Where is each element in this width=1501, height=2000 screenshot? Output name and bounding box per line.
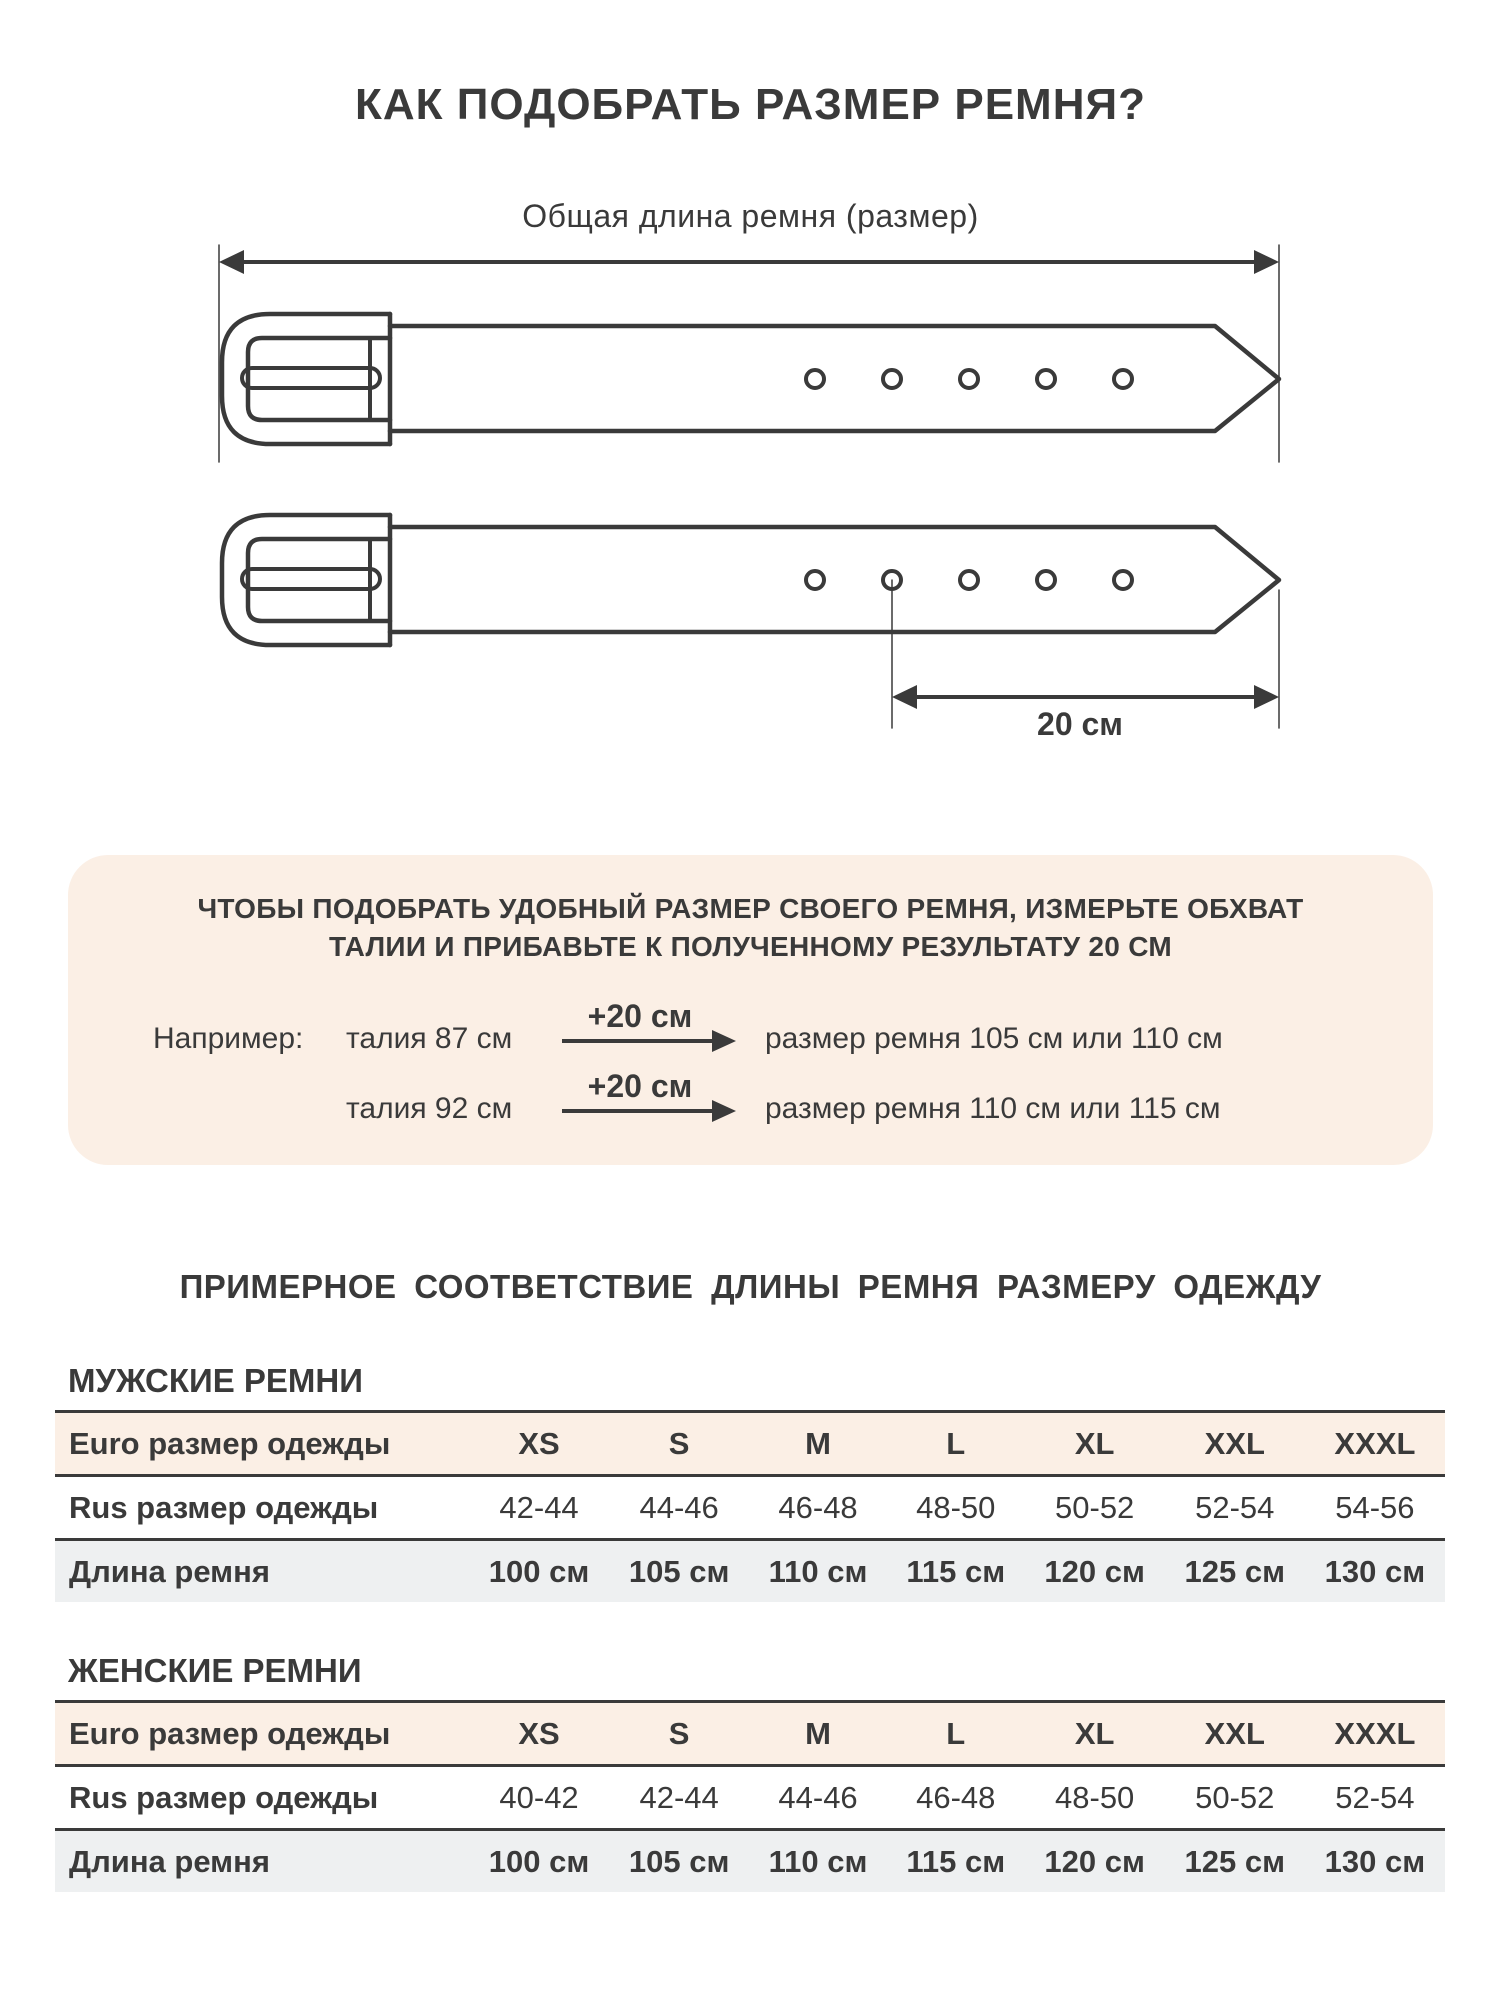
tip-heading-line2: ТАЛИИ И ПРИБАВЬТЕ К ПОЛУЧЕННОМУ РЕЗУЛЬТАТУ 20 СМ — [328, 931, 1173, 962]
example-waist: талия 87 см — [346, 1022, 513, 1055]
table-cell: 44-46 — [609, 1476, 749, 1540]
row-label: Euro размер одежды — [55, 1412, 469, 1476]
table-cell: L — [887, 1702, 1025, 1766]
belt-top — [222, 314, 1279, 444]
table-cell: 40-42 — [469, 1766, 609, 1830]
table-cell: 42-44 — [469, 1476, 609, 1540]
table-cell: XL — [1025, 1412, 1165, 1476]
table-cell: 52-54 — [1305, 1766, 1445, 1830]
example-add: +20 см — [587, 1068, 693, 1104]
belt-bottom — [222, 515, 1279, 645]
table-row — [55, 1830, 1445, 1893]
page-title: КАК ПОДОБРАТЬ РАЗМЕР РЕМНЯ? — [355, 80, 1146, 129]
table-cell: 52-54 — [1165, 1476, 1305, 1540]
hole — [1037, 571, 1055, 589]
table-cell: 54-56 — [1305, 1476, 1445, 1540]
table-cell: XXL — [1165, 1412, 1305, 1476]
example-result: размер ремня 110 см или 115 см — [765, 1092, 1221, 1125]
table-cell: XL — [1025, 1702, 1165, 1766]
table-cell: 48-50 — [887, 1476, 1025, 1540]
table-row — [55, 1702, 1445, 1766]
hole — [806, 370, 824, 388]
row-label: Rus размер одежды — [55, 1476, 469, 1540]
table-cell: M — [749, 1412, 887, 1476]
table-cell: S — [609, 1702, 749, 1766]
example-add: +20 см — [587, 998, 693, 1034]
hole — [1114, 370, 1132, 388]
table-cell: 48-50 — [1025, 1766, 1165, 1830]
table-cell: 130 см — [1305, 1540, 1445, 1603]
table-cell: XS — [469, 1702, 609, 1766]
hole — [1114, 571, 1132, 589]
table-cell: 110 см — [749, 1830, 887, 1893]
table-cell: XXL — [1165, 1702, 1305, 1766]
example-result: размер ремня 105 см или 110 см — [765, 1022, 1223, 1055]
table-cell: XXXL — [1305, 1702, 1445, 1766]
row-label: Rus размер одежды — [55, 1766, 469, 1830]
arrowhead-right — [1254, 685, 1279, 709]
hole — [960, 370, 978, 388]
table-cell: 100 см — [469, 1830, 609, 1893]
example-prefix: Например: — [153, 1022, 304, 1055]
tip-heading — [68, 890, 1433, 966]
hole — [883, 370, 901, 388]
men-size-table — [55, 1410, 1445, 1602]
table-cell: 100 см — [469, 1540, 609, 1603]
table-cell: 46-48 — [749, 1476, 887, 1540]
table-row — [55, 1476, 1445, 1540]
table-row — [55, 1540, 1445, 1603]
belt-diagram — [0, 0, 1501, 760]
strap — [390, 527, 1279, 632]
row-label: Длина ремня — [55, 1540, 469, 1603]
strap — [390, 326, 1279, 431]
distance-label: 20 см — [1037, 706, 1123, 742]
arrowhead-left — [219, 250, 244, 274]
table-cell: M — [749, 1702, 887, 1766]
row-label: Длина ремня — [55, 1830, 469, 1893]
table-cell: 125 см — [1165, 1540, 1305, 1603]
table-cell: 50-52 — [1025, 1476, 1165, 1540]
table-cell: 130 см — [1305, 1830, 1445, 1893]
example-arrow-icon — [560, 1096, 740, 1126]
section-title: ПРИМЕРНОЕ СООТВЕТСТВИЕ ДЛИНЫ РЕМНЯ РАЗМЕРУ ОДЕЖДУ — [179, 1268, 1322, 1305]
table-cell: 105 см — [609, 1830, 749, 1893]
row-label: Euro размер одежды — [55, 1702, 469, 1766]
table-cell: 115 см — [887, 1830, 1025, 1893]
table-cell: L — [887, 1412, 1025, 1476]
table-cell: 105 см — [609, 1540, 749, 1603]
women-table-title: ЖЕНСКИЕ РЕМНИ — [68, 1652, 362, 1689]
hole — [806, 571, 824, 589]
table-cell: XS — [469, 1412, 609, 1476]
tip-heading-line1: ЧТОБЫ ПОДОБРАТЬ УДОБНЫЙ РАЗМЕР СВОЕГО РЕМНЯ, ИЗМЕРЬТЕ ОБХВАТ — [197, 893, 1304, 924]
table-cell: 110 см — [749, 1540, 887, 1603]
table-cell: XXXL — [1305, 1412, 1445, 1476]
buckle-pin — [242, 368, 380, 388]
hole — [1037, 370, 1055, 388]
table-cell: 120 см — [1025, 1830, 1165, 1893]
table-row — [55, 1766, 1445, 1830]
example-arrow-icon — [560, 1026, 740, 1056]
total-length-label: Общая длина ремня (размер) — [522, 198, 979, 234]
buckle-pin — [242, 569, 380, 589]
table-row — [55, 1412, 1445, 1476]
table-cell: 120 см — [1025, 1540, 1165, 1603]
example-waist: талия 92 см — [346, 1092, 513, 1125]
table-cell: 50-52 — [1165, 1766, 1305, 1830]
table-cell: S — [609, 1412, 749, 1476]
hole — [960, 571, 978, 589]
table-cell: 46-48 — [887, 1766, 1025, 1830]
table-cell: 125 см — [1165, 1830, 1305, 1893]
arrowhead-right — [1254, 250, 1279, 274]
table-cell: 42-44 — [609, 1766, 749, 1830]
table-cell: 115 см — [887, 1540, 1025, 1603]
women-size-table — [55, 1700, 1445, 1892]
table-cell: 44-46 — [749, 1766, 887, 1830]
arrowhead-left — [892, 685, 917, 709]
men-table-title: МУЖСКИЕ РЕМНИ — [68, 1362, 363, 1399]
